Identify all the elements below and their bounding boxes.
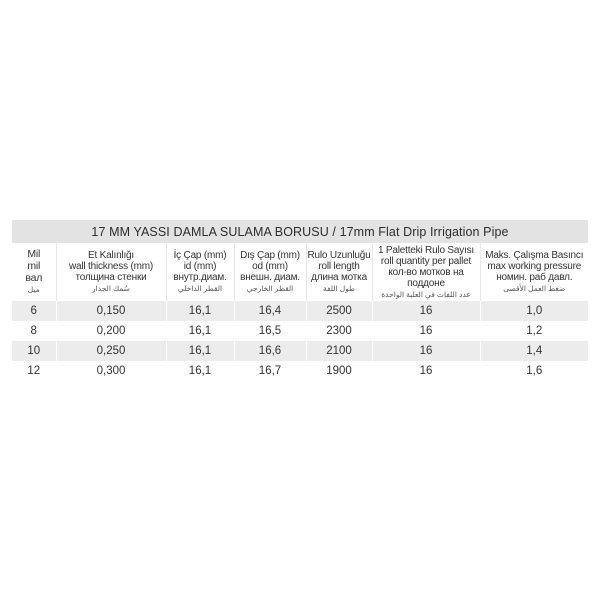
header-line: roll length bbox=[318, 261, 360, 272]
header-arabic: ضغط العمل الأقصى bbox=[503, 284, 566, 293]
header-line: 1 Paletteki Rulo Sayısı bbox=[377, 244, 474, 256]
cell-rolls-per-pallet: 16 bbox=[372, 301, 480, 321]
header-line: внешн. диам. bbox=[240, 272, 300, 283]
cell-outer-diameter: 16,5 bbox=[234, 321, 306, 341]
table-row bbox=[12, 321, 588, 341]
cell-inner-diameter: 16,1 bbox=[166, 361, 234, 381]
cell-inner-diameter: 16,1 bbox=[166, 321, 234, 341]
header-line: кол-во мотков на поддоне bbox=[388, 266, 464, 289]
header-arabic: القطر الخارجي bbox=[246, 284, 294, 293]
column-header-roll-length bbox=[306, 243, 372, 301]
cell-outer-diameter: 16,7 bbox=[234, 361, 306, 381]
header-line: İç Çap (mm) bbox=[173, 250, 227, 261]
column-header-outer-diameter bbox=[234, 243, 306, 301]
header-line: вал bbox=[25, 272, 43, 284]
cell-rolls-per-pallet: 16 bbox=[372, 341, 480, 361]
cell-rolls-per-pallet: 16 bbox=[372, 321, 480, 341]
cell-rolls-per-pallet: 16 bbox=[372, 361, 480, 381]
cell-mil: 12 bbox=[12, 361, 56, 381]
header-line: номин. раб давл. bbox=[496, 272, 573, 283]
cell-wall-thickness: 0,300 bbox=[56, 361, 166, 381]
header-line: od (mm) bbox=[252, 261, 288, 272]
table-row bbox=[12, 301, 588, 321]
cell-wall-thickness: 0,150 bbox=[56, 301, 166, 321]
cell-mil: 6 bbox=[12, 301, 56, 321]
header-line: толщина стенки bbox=[75, 272, 147, 283]
cell-max-pressure: 1,0 bbox=[480, 301, 588, 321]
header-line: Et Kalınlığı bbox=[88, 250, 134, 261]
column-header-inner-diameter bbox=[166, 243, 234, 301]
table-row bbox=[12, 341, 588, 361]
column-header-mil bbox=[12, 243, 56, 301]
cell-roll-length: 1900 bbox=[306, 361, 372, 381]
cell-mil: 10 bbox=[12, 341, 56, 361]
header-line: Maks. Çalışma Basıncı bbox=[485, 250, 584, 261]
cell-roll-length: 2100 bbox=[306, 341, 372, 361]
cell-roll-length: 2300 bbox=[306, 321, 372, 341]
column-header-max-pressure bbox=[480, 243, 588, 301]
header-line: внутр.диам. bbox=[173, 272, 227, 283]
header-line: id (mm) bbox=[183, 261, 217, 272]
header-line: Rulo Uzunluğu bbox=[307, 250, 371, 261]
header-arabic: طول اللفة bbox=[322, 284, 356, 293]
header-line: длина мотка bbox=[311, 272, 367, 283]
title-row bbox=[12, 220, 588, 243]
cell-max-pressure: 1,2 bbox=[480, 321, 588, 341]
spec-table bbox=[12, 220, 588, 381]
column-header-wall-thickness bbox=[56, 243, 166, 301]
header-line: Dış Çap (mm) bbox=[240, 250, 300, 261]
cell-max-pressure: 1,6 bbox=[480, 361, 588, 381]
cell-max-pressure: 1,4 bbox=[480, 341, 588, 361]
cell-inner-diameter: 16,1 bbox=[166, 341, 234, 361]
cell-wall-thickness: 0,250 bbox=[56, 341, 166, 361]
header-line: wall thickness (mm) bbox=[69, 261, 153, 272]
table-title: 17 MM YASSI DAMLA SULAMA BORUSU / 17mm Flat Drip Irrigation Pipe bbox=[12, 220, 588, 243]
header-arabic: عدد اللفات في العلبة الواحدة bbox=[381, 289, 471, 299]
cell-wall-thickness: 0,200 bbox=[56, 321, 166, 341]
cell-roll-length: 2500 bbox=[306, 301, 372, 321]
header-arabic: القطر الداخلي bbox=[177, 284, 223, 293]
cell-mil: 8 bbox=[12, 321, 56, 341]
header-line: roll quantity per pallet bbox=[380, 255, 472, 267]
cell-outer-diameter: 16,4 bbox=[234, 301, 306, 321]
header-row bbox=[12, 243, 588, 301]
header-line: max working pressure bbox=[487, 261, 582, 272]
header-arabic: ميل bbox=[27, 285, 40, 294]
cell-outer-diameter: 16,6 bbox=[234, 341, 306, 361]
table-row bbox=[12, 361, 588, 381]
header-line: mil bbox=[27, 260, 41, 272]
cell-inner-diameter: 16,1 bbox=[166, 301, 234, 321]
column-header-rolls-per-pallet bbox=[372, 243, 480, 301]
header-line: Mil bbox=[27, 248, 41, 260]
header-arabic: سُمك الجدار bbox=[92, 284, 130, 293]
